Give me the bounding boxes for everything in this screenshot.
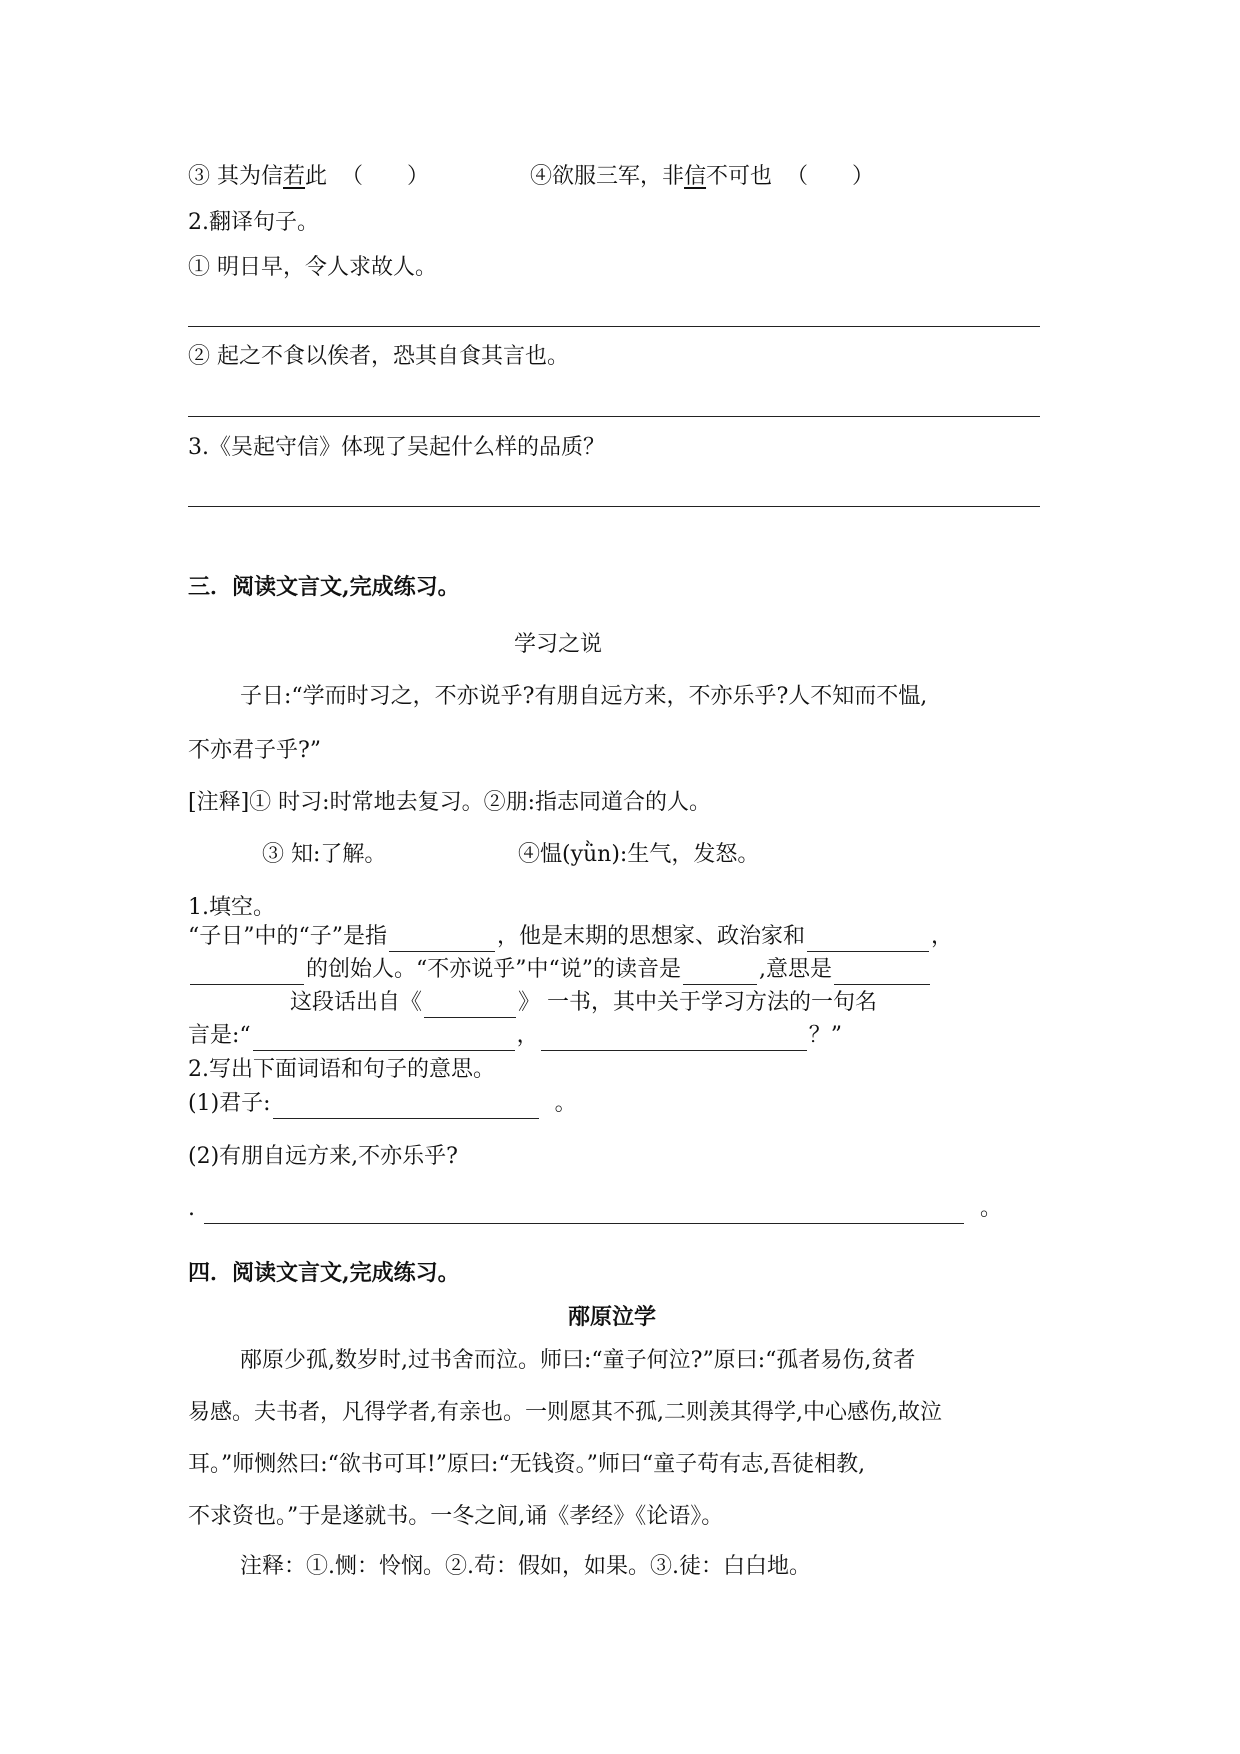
notes-line: [注释]① 时习:时常地去复习。②朋:指志同道合的人。 — [188, 790, 711, 815]
q2-title: 2.翻译句子。 — [188, 210, 319, 235]
blank-field[interactable] — [253, 1028, 515, 1051]
passage-line: 耳。”师恻然曰:“欲书可耳!”原曰:“无钱资。”师曰“童子苟有志,吾徒相教, — [188, 1452, 866, 1477]
q2-item-1: (1)君子: 。 — [188, 1089, 577, 1119]
passage-title: 邴原泣学 — [568, 1304, 657, 1330]
q3-question: 3.《吴起守信》体现了吴起什么样的品质？ — [188, 435, 605, 460]
q2-item-2-answer: . 。 — [188, 1194, 1002, 1224]
blank-field[interactable] — [273, 1096, 539, 1119]
section-3-heading: 三．阅读文言文,完成练习。 — [188, 574, 460, 600]
blank-field[interactable] — [683, 962, 757, 985]
fill-line-1: “子日”中的“子”是指 ，他是末期的思想家、政治家和 ， — [188, 922, 953, 952]
blank-field[interactable] — [807, 929, 929, 952]
q1-item-4: ④欲服三军，非信不可也 （ ） — [530, 164, 875, 189]
blank-field[interactable] — [389, 929, 495, 952]
passage-title: 学习之说 — [514, 632, 603, 657]
q2-item-2: (2)有朋自远方来,不亦乐乎? — [188, 1144, 458, 1169]
blank-field[interactable] — [190, 962, 304, 985]
section-4-heading: 四．阅读文言文,完成练习。 — [188, 1260, 460, 1286]
fill-line-2: 的创始人。“不亦说乎”中“说”的读音是 ,意思是 — [188, 955, 932, 985]
blank-field[interactable] — [204, 1201, 964, 1224]
q1-item-3: ③ 其为信若此 （ ） — [188, 164, 430, 189]
fill-line-3: 这段话出自《 》 一书，其中关于学习方法的一句名 — [290, 988, 877, 1018]
blank-field[interactable] — [834, 962, 930, 985]
answer-line — [188, 326, 1040, 327]
passage-line: 子日:“学而时习之，不亦说乎?有朋自远方来，不亦乐乎?人不知而不愠, — [240, 684, 928, 709]
notes-line: 注释：①.恻：怜悯。②.苟：假如，如果。③.徒：白白地。 — [240, 1554, 811, 1579]
notes-line: ③ 知:了解。 — [262, 842, 387, 867]
fill-line-4: 言是:“ ， ？” — [188, 1021, 842, 1051]
passage-line: 不求资也。”于是遂就书。一冬之间,诵《孝经》《论语》。 — [188, 1504, 724, 1529]
blank-field[interactable] — [541, 1028, 807, 1051]
passage-line: 易感。夫书者，凡得学者,有亲也。一则愿其不孤,二则羡其得学,中心感伤,故泣 — [188, 1400, 942, 1425]
passage-line: 不亦君子乎?” — [188, 738, 322, 763]
q2-sentence-2: ② 起之不食以俟者，恐其自食其言也。 — [188, 344, 569, 369]
passage-line: 邴原少孤,数岁时,过书舍而泣。师曰:“童子何泣?”原曰:“孤者易伤,贫者 — [240, 1348, 916, 1373]
q1-title: 1.填空。 — [188, 895, 275, 920]
blank-field[interactable] — [424, 995, 516, 1018]
q2-title: 2.写出下面词语和句子的意思。 — [188, 1057, 495, 1082]
answer-line — [188, 506, 1040, 507]
notes-line: ④愠(yǜn):生气，发怒。 — [518, 842, 760, 867]
answer-line — [188, 416, 1040, 417]
q2-sentence-1: ① 明日早，令人求故人。 — [188, 255, 437, 280]
